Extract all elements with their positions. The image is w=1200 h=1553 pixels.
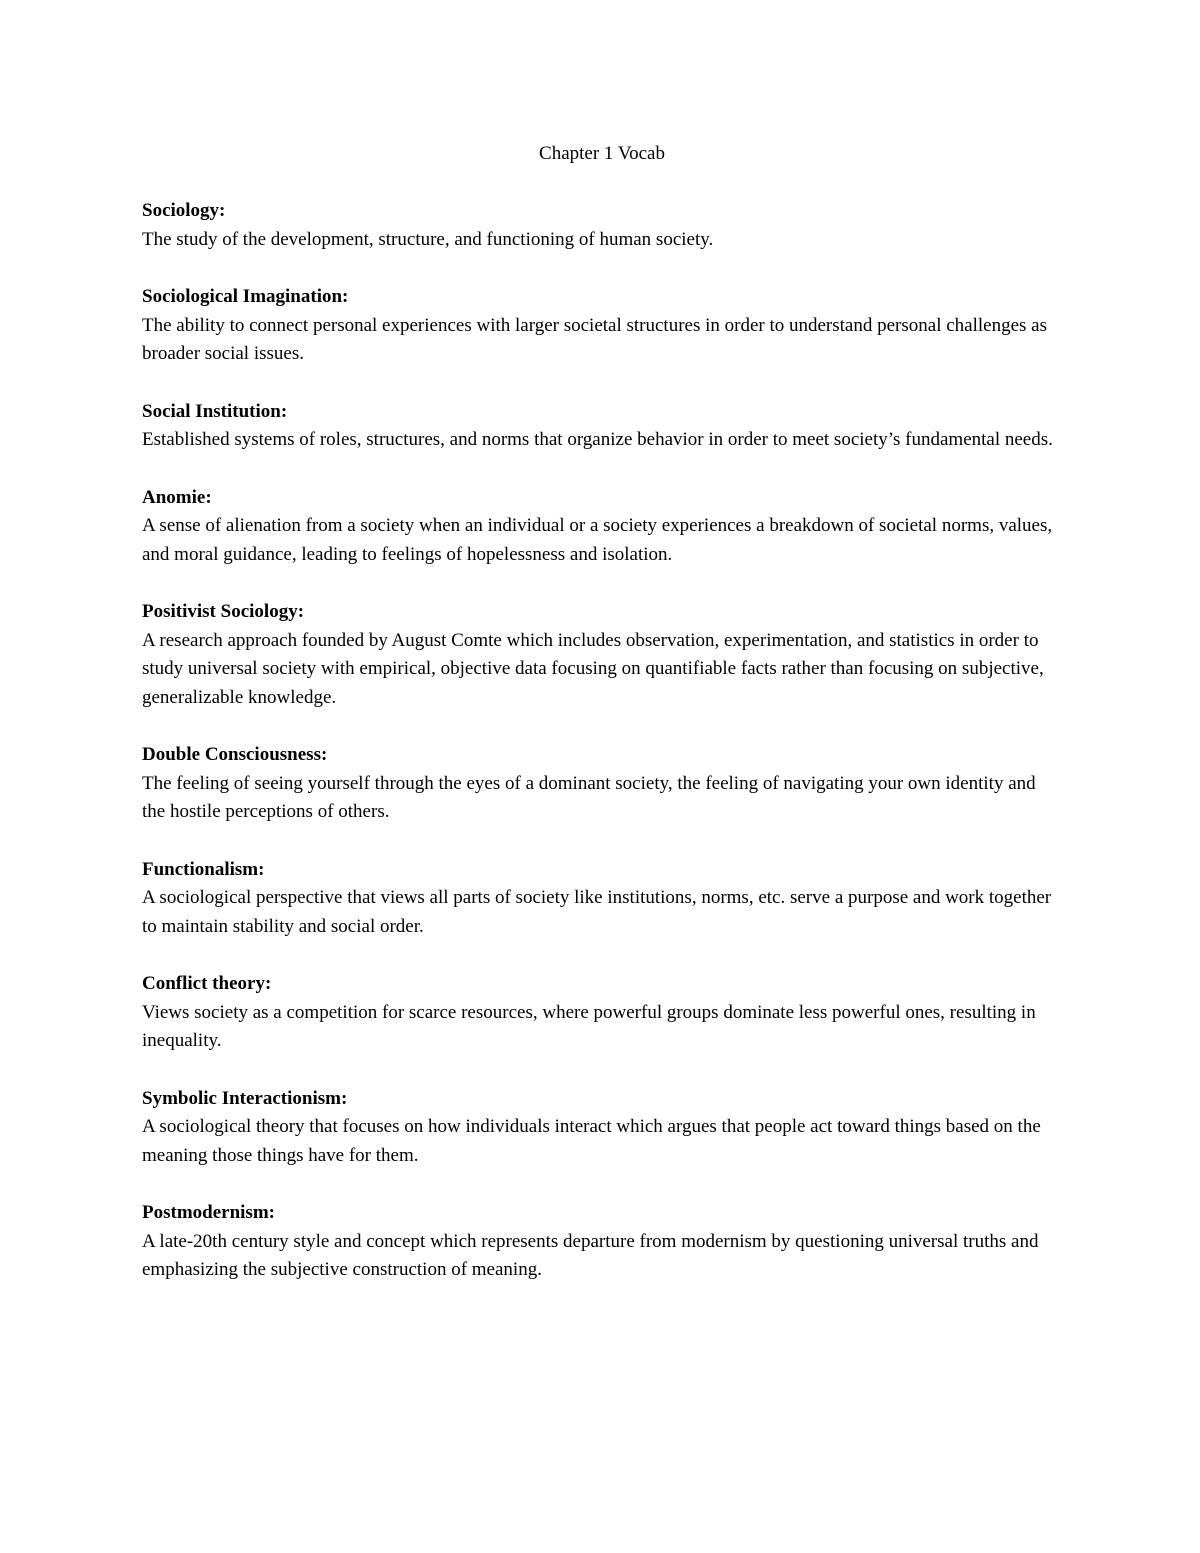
vocab-term: Double Consciousness: [142,744,328,765]
document-page [142,140,1062,1314]
vocab-definition: A sense of alienation from a society when an individual or a society experiences a breakdown of societal norms, values, and moral guidance, leading to feelings of hopelessness and isolation. [142,515,1053,565]
vocab-term: Anomie: [142,486,212,508]
vocab-term: Conflict theory: [142,973,272,994]
vocab-entry-positivist-sociology [142,598,1062,712]
vocab-entry-anomie [142,484,1062,570]
vocab-definition: Established systems of roles, structures, and norms that organize behavior in order to meet society’s fundamental needs. [142,429,1053,450]
vocab-term: Postmodernism: [142,1202,275,1223]
vocab-term: Social Institution: [142,400,288,422]
vocab-entry-sociological-imagination [142,283,1062,369]
vocab-entry-sociology [142,197,1062,254]
vocab-definition: Views society as a competition for scarce resources, where powerful groups dominate less powerful ones, resulting in inequality. [142,1001,1036,1051]
vocab-term: Positivist Sociology: [142,601,305,622]
vocab-entry-symbolic-interactionism [142,1085,1062,1171]
vocab-definition: A research approach founded by August Comte which includes observation, experimentation, and statistics in order to study universal society with empirical, objective data focusing on quantifiable facts rather than focusing on subjective, generalizable knowledge. [142,629,1044,708]
document-title: Chapter 1 Vocab [539,143,665,164]
vocab-term: Sociological Imagination: [142,286,349,307]
vocab-term: Symbolic Interactionism: [142,1087,348,1109]
vocab-term: Sociology: [142,200,226,221]
vocab-definition: The study of the development, structure, and functioning of human society. [142,228,714,250]
vocab-entry-postmodernism [142,1199,1062,1285]
vocab-definition: A late-20th century style and concept which represents departure from modernism by questioning universal truths and emphasizing the subjective construction of meaning. [142,1230,1039,1280]
vocab-entry-social-institution [142,398,1062,455]
vocab-entry-double-consciousness [142,741,1062,827]
vocab-definition: The ability to connect personal experiences with larger societal structures in order to understand personal challenges as broader social issues. [142,314,1047,364]
vocab-definition: The feeling of seeing yourself through the eyes of a dominant society, the feeling of navigating your own identity and the hostile perceptions of others. [142,772,1036,822]
vocab-definition: A sociological perspective that views all parts of society like institutions, norms, etc. serve a purpose and work together to maintain stability and social order. [142,887,1052,937]
vocab-entry-functionalism [142,856,1062,942]
vocab-definition: A sociological theory that focuses on how individuals interact which argues that people act toward things based on the meaning those things have for them. [142,1116,1041,1166]
vocab-entry-conflict-theory [142,970,1062,1056]
vocab-term: Functionalism: [142,858,265,880]
